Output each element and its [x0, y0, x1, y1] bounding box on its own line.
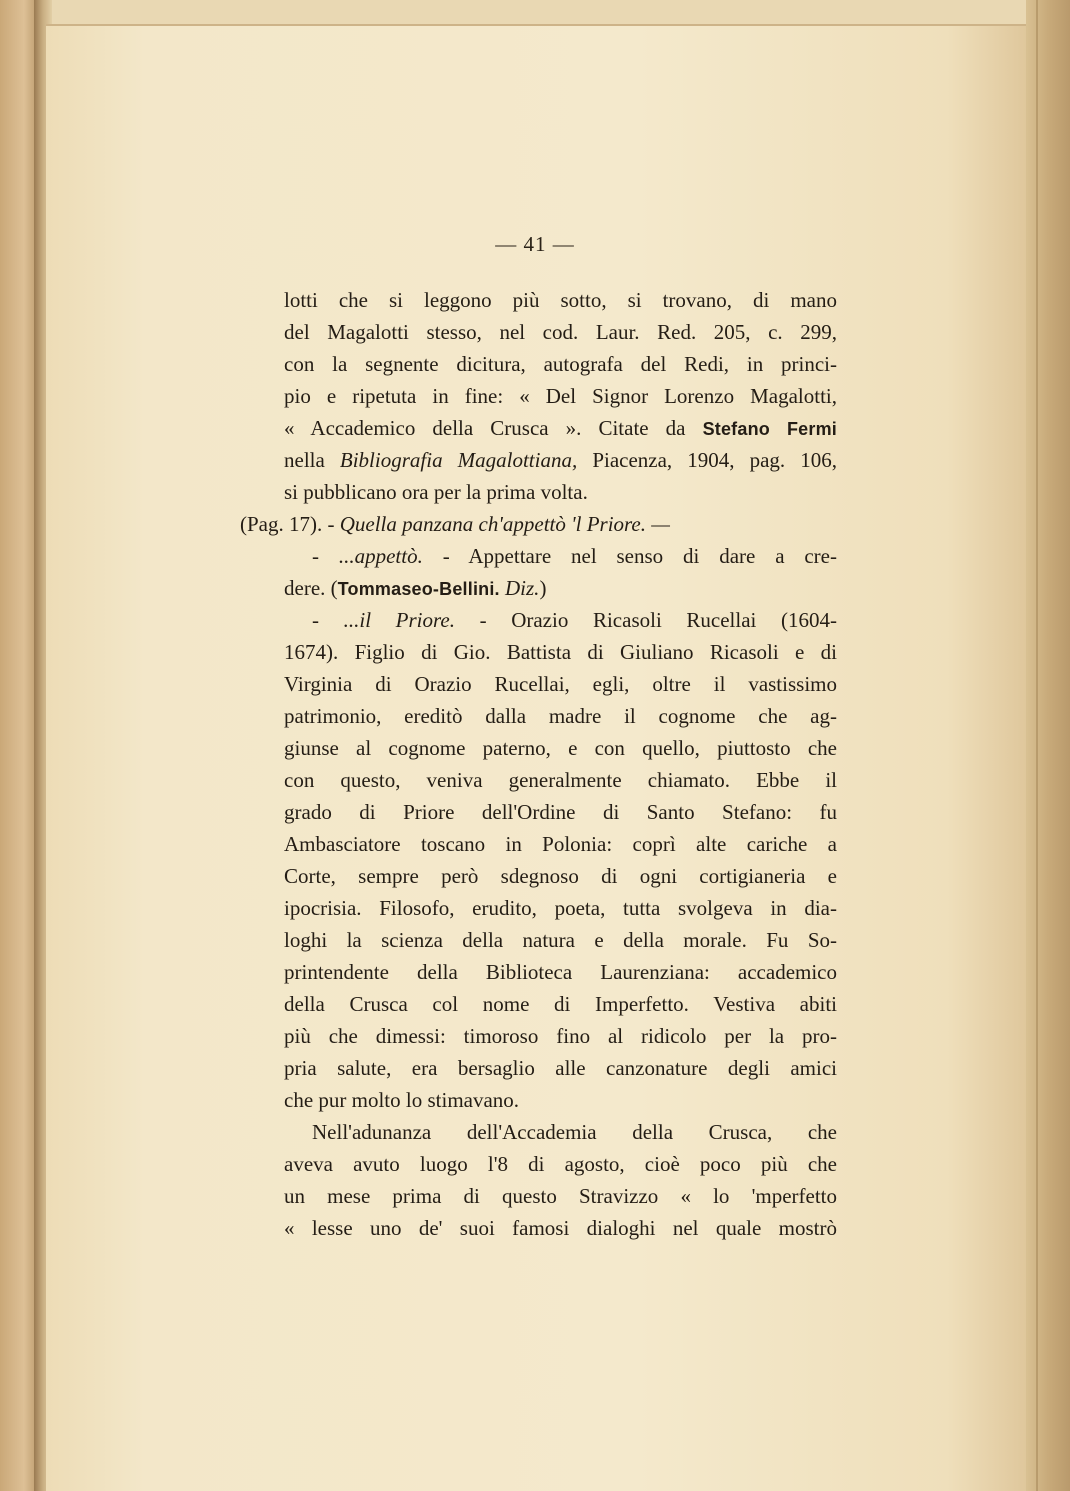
text-line: ipocrisia. Filosofo, erudito, poeta, tutta svolgeva in dia-	[284, 896, 837, 920]
text-line: con la segnente dicitura, autografa del Redi, in princi-	[284, 352, 837, 376]
body-text	[240, 284, 837, 1244]
quoted-verse: Quella panzana ch'appettò 'l Priore. —	[339, 512, 670, 536]
text-line: si pubblicano ora per la prima volta.	[284, 480, 588, 504]
text-line: 1674). Figlio di Gio. Battista di Giuliano Ricasoli e di	[284, 640, 837, 664]
text-run: dere. (	[284, 576, 338, 600]
text-line: pria salute, era bersaglio alle canzonature degli amici	[284, 1056, 837, 1080]
text-line: con questo, veniva generalmente chiamato. Ebbe il	[284, 768, 837, 792]
page-number: — 41 —	[495, 232, 575, 256]
text-run: )	[539, 576, 547, 600]
abbreviation: Diz.	[505, 576, 540, 600]
text-run: - Appettare nel senso di dare a cre-	[422, 544, 837, 568]
text-line: aveva avuto luogo l'8 di agosto, cioè poco più che	[284, 1152, 837, 1176]
text-run: nella	[284, 448, 340, 472]
text-line: Virginia di Orazio Rucellai, egli, oltre il vastissimo	[284, 672, 837, 696]
text-line: printendente della Biblioteca Laurenziana: accademico	[284, 960, 837, 984]
text-line: Nell'adunanza dell'Accademia della Crusca, che	[312, 1120, 837, 1144]
text-line	[284, 604, 837, 636]
text-line: lotti che si leggono più sotto, si trovano, di mano	[284, 288, 837, 312]
text-line: patrimonio, ereditò dalla madre il cognome che ag-	[284, 704, 837, 728]
text-line	[284, 412, 837, 444]
book-title: Bibliografia Magalottiana,	[339, 448, 578, 472]
lemma: ...il Priore.	[343, 608, 455, 632]
lemma: ...appettò.	[338, 544, 423, 568]
text-line: giunse al cognome paterno, e con quello, piuttosto che	[284, 736, 837, 760]
text-line: grado di Priore dell'Ordine di Santo Stefano: fu	[284, 800, 837, 824]
text-run: « Accademico della Crusca ». Citate da	[284, 416, 703, 440]
text-line: più che dimessi: timoroso fino al ridicolo per la pro-	[284, 1024, 837, 1048]
text-line: che pur molto lo stimavano.	[284, 1088, 520, 1112]
text-line	[284, 444, 837, 476]
dictionary-name: Tommaseo-Bellini.	[337, 579, 500, 599]
text-line: Corte, sempre però sdegnoso di ogni cortigianeria e	[284, 864, 837, 888]
author-name: Stefano Fermi	[702, 419, 837, 439]
text-line: « lesse uno de' suoi famosi dialoghi nel quale mostrò	[284, 1216, 837, 1240]
text-run: -	[312, 544, 339, 568]
text-line: pio e ripetuta in fine: « Del Signor Lorenzo Magalotti,	[284, 384, 837, 408]
text-line	[284, 540, 837, 572]
text-line: un mese prima di questo Stravizzo « lo 'mperfetto	[284, 1184, 837, 1208]
text-run: Piacenza, 1904, pag. 106,	[577, 448, 837, 472]
text-run: - Orazio Ricasoli Rucellai (1604-	[454, 608, 837, 632]
page-reference: (Pag. 17). -	[240, 512, 340, 536]
text-line	[284, 572, 837, 604]
text-line: Ambasciatore toscano in Polonia: coprì alte cariche a	[284, 832, 837, 856]
page-stack-edge	[1026, 0, 1070, 1491]
text-line: loghi la scienza della natura e della morale. Fu So-	[284, 928, 837, 952]
note-heading	[240, 508, 837, 540]
text-line: della Crusca col nome di Imperfetto. Vestiva abiti	[284, 992, 837, 1016]
text-run: -	[312, 608, 344, 632]
text-line: del Magalotti stesso, nel cod. Laur. Red. 205, c. 299,	[284, 320, 837, 344]
